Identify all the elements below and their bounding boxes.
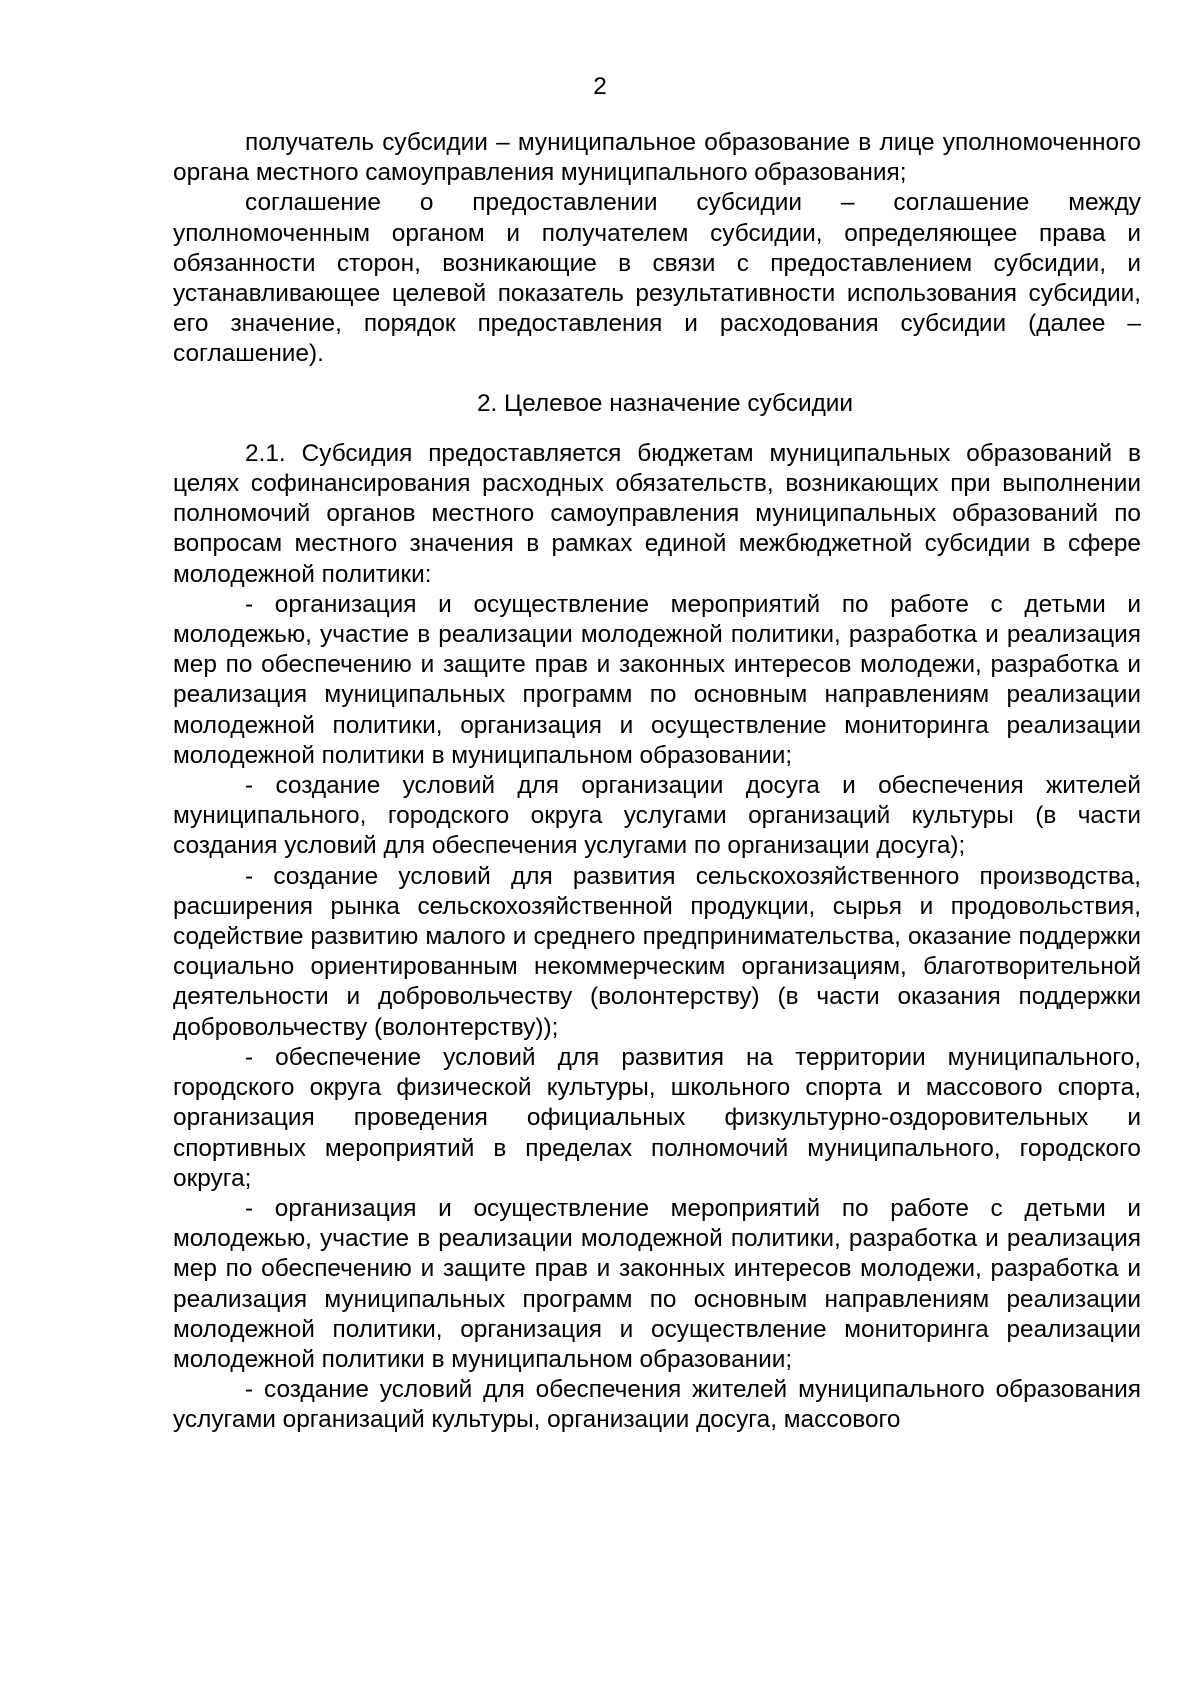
document-body: [173, 128, 1141, 1436]
definition-agreement: соглашение о предоставлении субсидии – соглашение между уполномоченным органом и получателем субсидии, определяющее права и обязанности сторон, возникающие в связи с предоставлением субсидии, и устанавливающее целевой показатель результативности использования субсидии, его значение, порядок предоставления и расходования субсидии (далее – соглашение).: [173, 189, 1141, 368]
section-intro-paragraph: 2.1. Субсидия предоставляется бюджетам муниципальных образований в целях софинансирования расходных обязательств, возникающих при выполнении полномочий органов местного самоуправления муниципальных образований по вопросам местного значения в рамках единой межбюджетной субсидии в сфере молодежной политики:: [173, 439, 1141, 588]
list-item-leisure: - создание условий для организации досуга и обеспечения жителей муниципального, городского округа услугами организаций культуры (в части создания условий для обеспечения услугами по организации досуга);: [173, 772, 1141, 860]
list-item-agriculture-volunteering: - создание условий для развития сельскохозяйственного производства, расширения рынка сельскохозяйственной продукции, сырья и продовольствия, содействие развитию малого и среднего предпринимательства, оказание поддержки социально ориентированным некоммерческим организациям, благотворительной деятельности и добровольчеству (волонтерству) (в части оказания поддержки добровольчеству (волонтерству));: [173, 862, 1141, 1041]
page-number: 2: [593, 73, 607, 100]
section-heading: 2. Целевое назначение субсидии: [476, 389, 854, 417]
list-item-youth-policy: - организация и осуществление мероприятий по работе с детьми и молодежью, участие в реализации молодежной политики, разработка и реализация мер по обеспечению и защите прав и законных интересов молодежи, разработка и реализация муниципальных программ по основным направлениям реализации молодежной политики, организация и осуществление мониторинга реализации молодежной политики в муниципальном образовании;: [173, 590, 1141, 769]
definition-recipient: получатель субсидии – муниципальное образование в лице уполномоченного органа местного самоуправления муниципального образования;: [173, 129, 1141, 187]
list-item-youth-policy-repeat: - организация и осуществление мероприятий по работе с детьми и молодежью, участие в реализации молодежной политики, разработка и реализация мер по обеспечению и защите прав и законных интересов молодежи, разработка и реализация муниципальных программ по основным направлениям реализации молодежной политики, организация и осуществление мониторинга реализации молодежной политики в муниципальном образовании;: [173, 1194, 1141, 1373]
list-item-culture: - создание условий для обеспечения жителей муниципального образования услугами организаций культуры, организации досуга, массового: [173, 1376, 1141, 1434]
list-item-sport: - обеспечение условий для развития на территории муниципального, городского округа физической культуры, школьного спорта и массового спорта, организация проведения официальных физкультурно-оздоровительных и спортивных мероприятий в пределах полномочий муниципального, городского округа;: [173, 1043, 1141, 1192]
